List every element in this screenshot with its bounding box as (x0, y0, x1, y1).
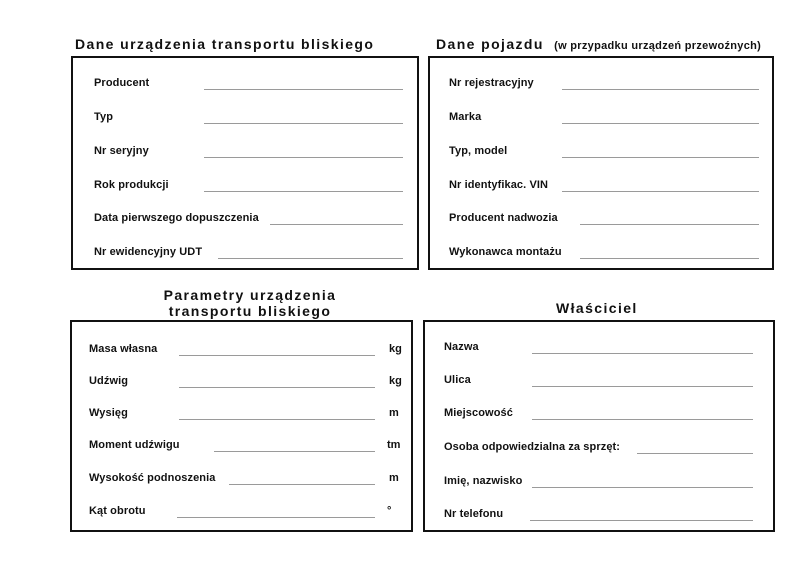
field-label: Osoba odpowiedzialna za sprzęt: (444, 441, 621, 453)
field-label: Marka (449, 111, 482, 123)
fill-line[interactable] (562, 89, 759, 90)
unit-label: tm (387, 439, 401, 451)
field-typ-model[interactable] (430, 145, 772, 163)
fill-line[interactable] (179, 387, 375, 388)
field-label: Nr telefonu (444, 508, 504, 520)
field-nr-seryjny[interactable] (73, 145, 417, 163)
field-label: Rok produkcji (94, 179, 169, 191)
field-label: Wysięg (89, 407, 128, 419)
transport-device-title: Dane urządzenia transportu bliskiego (75, 36, 375, 52)
fill-line[interactable] (530, 520, 753, 521)
parameters-box (70, 320, 413, 532)
fill-line[interactable] (229, 484, 375, 485)
fill-line[interactable] (637, 453, 753, 454)
fill-line[interactable] (532, 419, 753, 420)
field-label: Nazwa (444, 341, 479, 353)
field-vin[interactable] (430, 179, 772, 197)
fill-line[interactable] (562, 191, 759, 192)
field-label: Nr seryjny (94, 145, 149, 157)
field-label: Producent nadwozia (449, 212, 558, 224)
fill-line[interactable] (562, 123, 759, 124)
unit-label: kg (389, 375, 402, 387)
field-label: Wysokość podnoszenia (89, 472, 216, 484)
field-moment-udzwigu[interactable] (72, 439, 411, 457)
fill-line[interactable] (532, 487, 753, 488)
field-label: Imię, nazwisko (444, 475, 523, 487)
field-kat-obrotu[interactable] (72, 505, 411, 523)
unit-label: ° (387, 505, 392, 517)
fill-line[interactable] (580, 258, 759, 259)
fill-line[interactable] (270, 224, 403, 225)
field-nazwa[interactable] (425, 341, 773, 359)
field-label: Masa własna (89, 343, 158, 355)
field-ulica[interactable] (425, 374, 773, 392)
field-nr-telefonu[interactable] (425, 508, 773, 526)
field-osoba-odpowiedzialna[interactable] (425, 441, 773, 459)
field-masa-wlasna[interactable] (72, 343, 411, 361)
unit-label: m (389, 472, 399, 484)
field-producent[interactable] (73, 77, 417, 95)
field-typ[interactable] (73, 111, 417, 129)
fill-line[interactable] (532, 353, 753, 354)
field-label: Producent (94, 77, 150, 89)
field-label: Typ, model (449, 145, 508, 157)
field-nr-udt[interactable] (73, 246, 417, 264)
field-wysieg[interactable] (72, 407, 411, 425)
field-marka[interactable] (430, 111, 772, 129)
field-wykonawca-montazu[interactable] (430, 246, 772, 264)
fill-line[interactable] (562, 157, 759, 158)
unit-label: m (389, 407, 399, 419)
field-label: Typ (94, 111, 114, 123)
vehicle-title-row (436, 36, 761, 52)
unit-label: kg (389, 343, 402, 355)
owner-box (423, 320, 775, 532)
field-data-dopuszczenia[interactable] (73, 212, 417, 230)
vehicle-title: Dane pojazdu (436, 36, 544, 52)
fill-line[interactable] (204, 191, 403, 192)
field-label: Moment udźwigu (89, 439, 180, 451)
field-producent-nadwozia[interactable] (430, 212, 772, 230)
owner-title: Właściciel (556, 300, 638, 316)
fill-line[interactable] (532, 386, 753, 387)
parameters-title (145, 287, 355, 319)
field-label: Data pierwszego dopuszczenia (94, 212, 259, 224)
field-nr-rejestracyjny[interactable] (430, 77, 772, 95)
field-label: Ulica (444, 374, 471, 386)
field-label: Nr identyfikac. VIN (449, 179, 549, 191)
fill-line[interactable] (580, 224, 759, 225)
fill-line[interactable] (179, 419, 375, 420)
fill-line[interactable] (179, 355, 375, 356)
field-label: Udźwig (89, 375, 129, 387)
field-imie-nazwisko[interactable] (425, 475, 773, 493)
fill-line[interactable] (218, 258, 403, 259)
fill-line[interactable] (214, 451, 375, 452)
field-label: Nr rejestracyjny (449, 77, 534, 89)
field-miejscowosc[interactable] (425, 407, 773, 425)
field-label: Wykonawca montażu (449, 246, 562, 258)
fill-line[interactable] (204, 123, 403, 124)
fill-line[interactable] (204, 89, 403, 90)
field-label: Nr ewidencyjny UDT (94, 246, 203, 258)
field-rok-produkcji[interactable] (73, 179, 417, 197)
transport-device-box (71, 56, 419, 270)
field-label: Miejscowość (444, 407, 513, 419)
vehicle-subtitle: (w przypadku urządzeń przewoźnych) (554, 40, 762, 52)
field-udzwig[interactable] (72, 375, 411, 393)
parameters-title-line2: transportu bliskiego (168, 303, 332, 319)
vehicle-box (428, 56, 774, 270)
fill-line[interactable] (204, 157, 403, 158)
parameters-title-line1: Parametry urządzenia (163, 287, 337, 303)
fill-line[interactable] (177, 517, 375, 518)
field-wysokosc-podnoszenia[interactable] (72, 472, 411, 490)
field-label: Kąt obrotu (89, 505, 146, 517)
